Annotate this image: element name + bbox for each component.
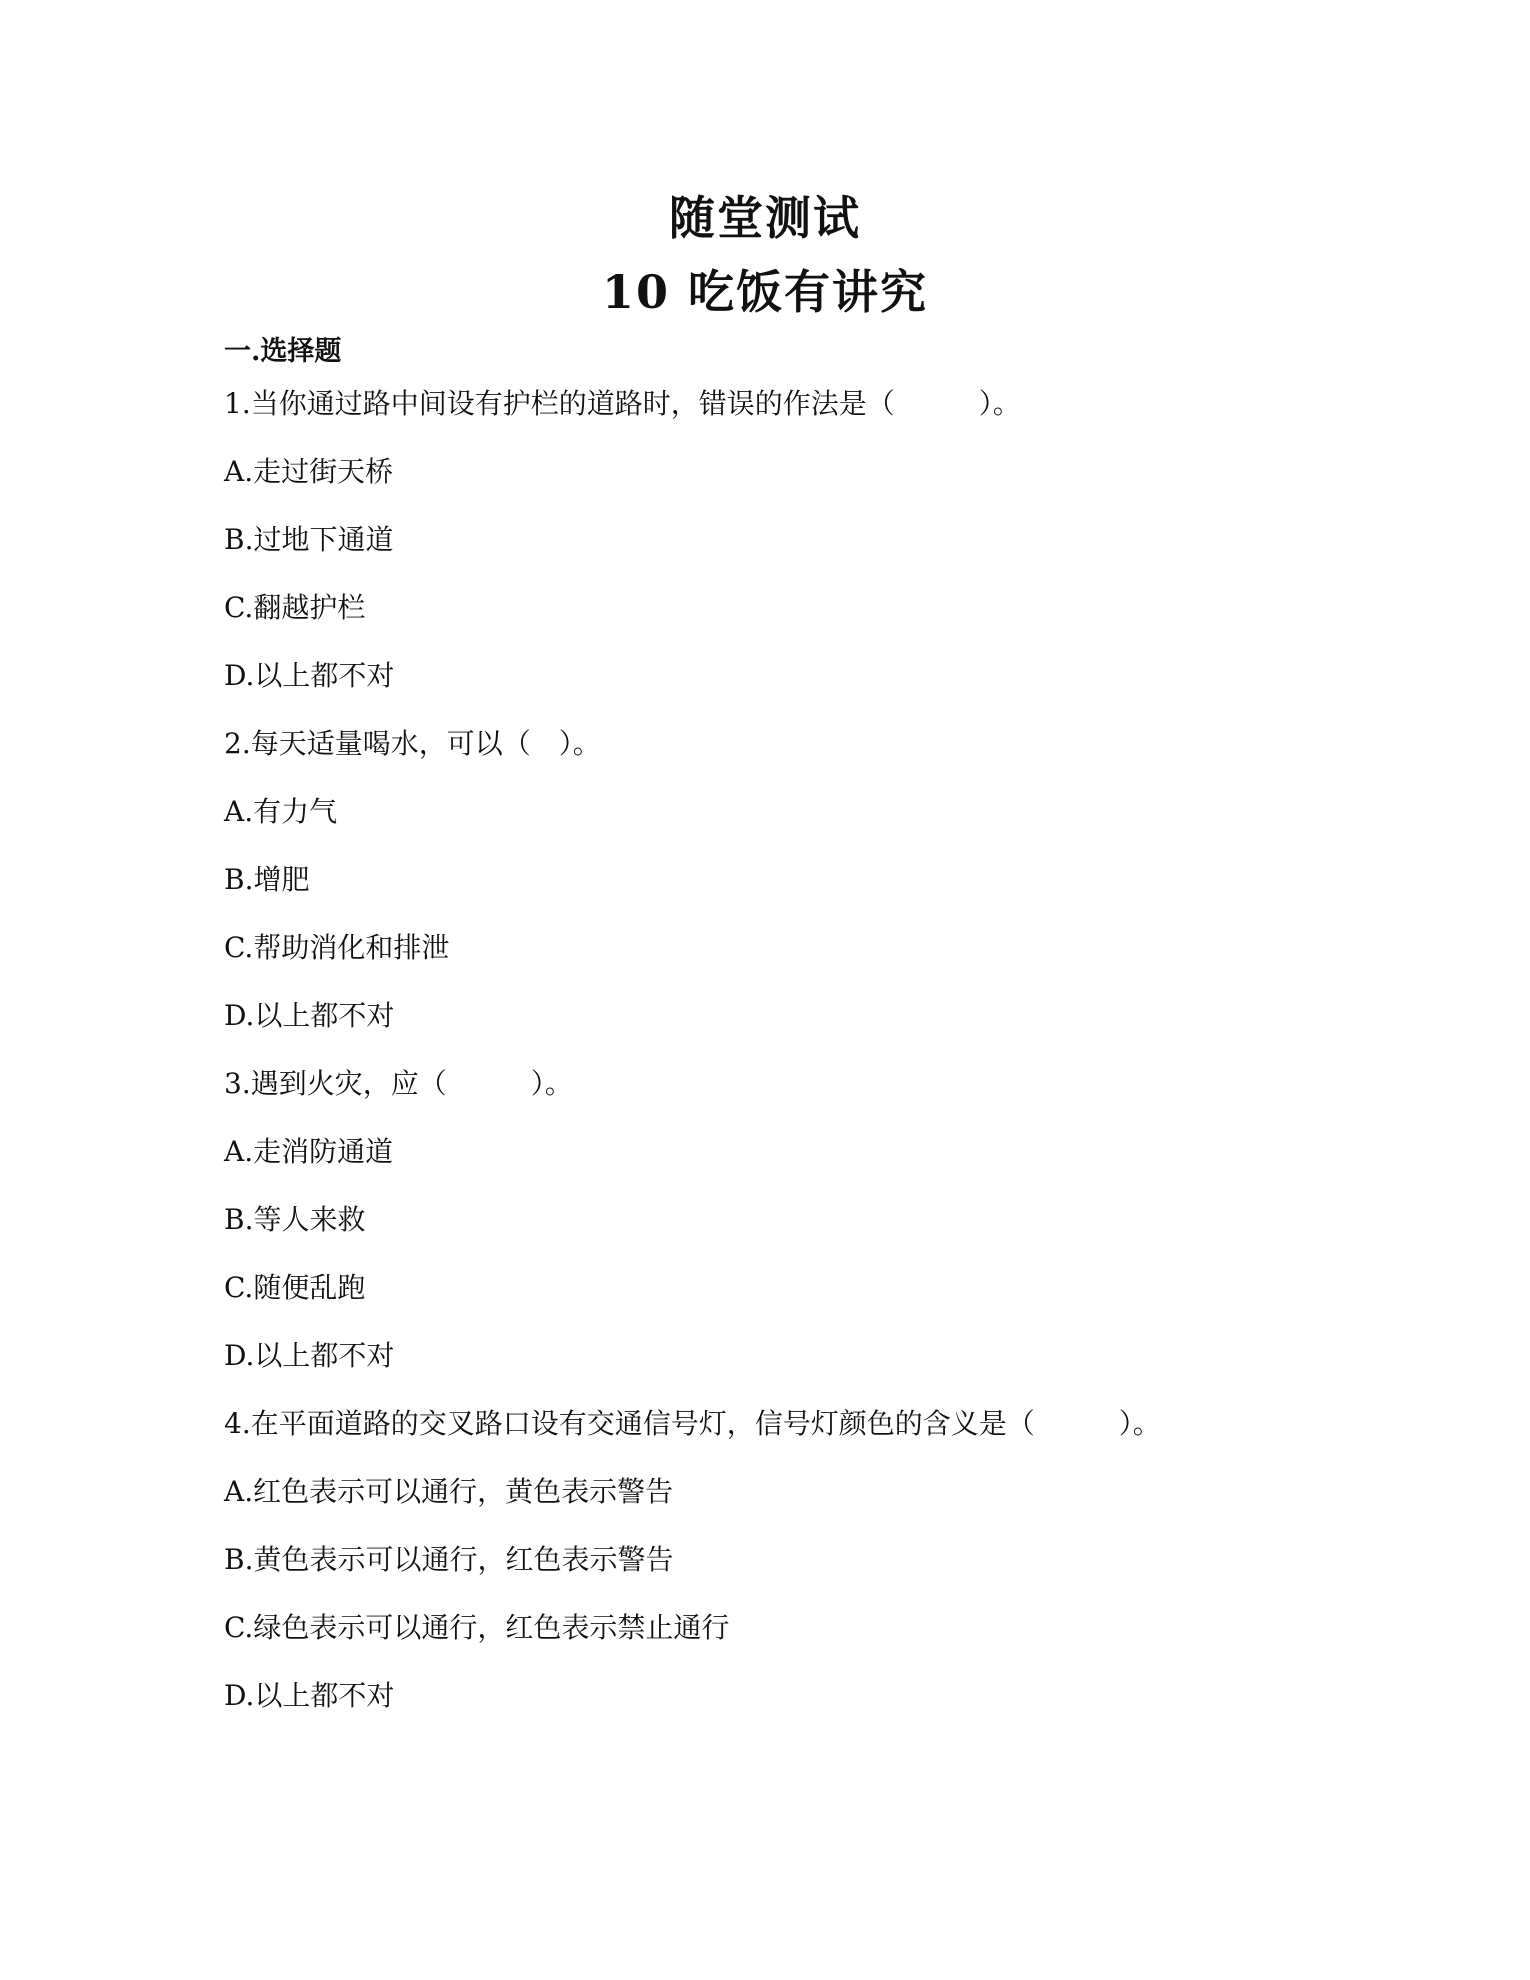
- question-2-option-c: C.帮助消化和排泄: [224, 931, 450, 964]
- question-1-stem: 1.当你通过路中间设有护栏的道路时，错误的作法是（ ）。: [224, 387, 1021, 420]
- question-1-option-c: C.翻越护栏: [224, 591, 366, 624]
- question-2-stem: 2.每天适量喝水，可以（ ）。: [224, 727, 601, 760]
- question-3-option-a: A.走消防通道: [224, 1135, 394, 1168]
- question-4-option-c: C.绿色表示可以通行，红色表示禁止通行: [224, 1611, 730, 1644]
- question-3-option-c: C.随便乱跑: [224, 1271, 366, 1304]
- question-4-option-d: D.以上都不对: [224, 1679, 395, 1712]
- question-2-option-d: D.以上都不对: [224, 999, 395, 1032]
- lesson-title: 10 吃饭有讲究: [601, 265, 929, 319]
- question-3-stem: 3.遇到火灾，应（ ）。: [224, 1067, 573, 1100]
- question-2-option-b: B.增肥: [224, 863, 310, 896]
- question-2-option-a: A.有力气: [224, 795, 338, 828]
- page-title: 随堂测试: [669, 191, 861, 245]
- question-3-option-d: D.以上都不对: [224, 1339, 395, 1372]
- question-4-option-a: A.红色表示可以通行，黄色表示警告: [224, 1475, 674, 1508]
- section-heading: 一.选择题: [224, 336, 342, 367]
- question-4-stem: 4.在平面道路的交叉路口设有交通信号灯，信号灯颜色的含义是（ ）。: [224, 1407, 1161, 1440]
- question-1-option-a: A.走过街天桥: [224, 455, 394, 488]
- question-3-option-b: B.等人来救: [224, 1203, 366, 1236]
- question-1-option-b: B.过地下通道: [224, 523, 394, 556]
- question-1-option-d: D.以上都不对: [224, 659, 395, 692]
- question-4-option-b: B.黄色表示可以通行，红色表示警告: [224, 1543, 674, 1576]
